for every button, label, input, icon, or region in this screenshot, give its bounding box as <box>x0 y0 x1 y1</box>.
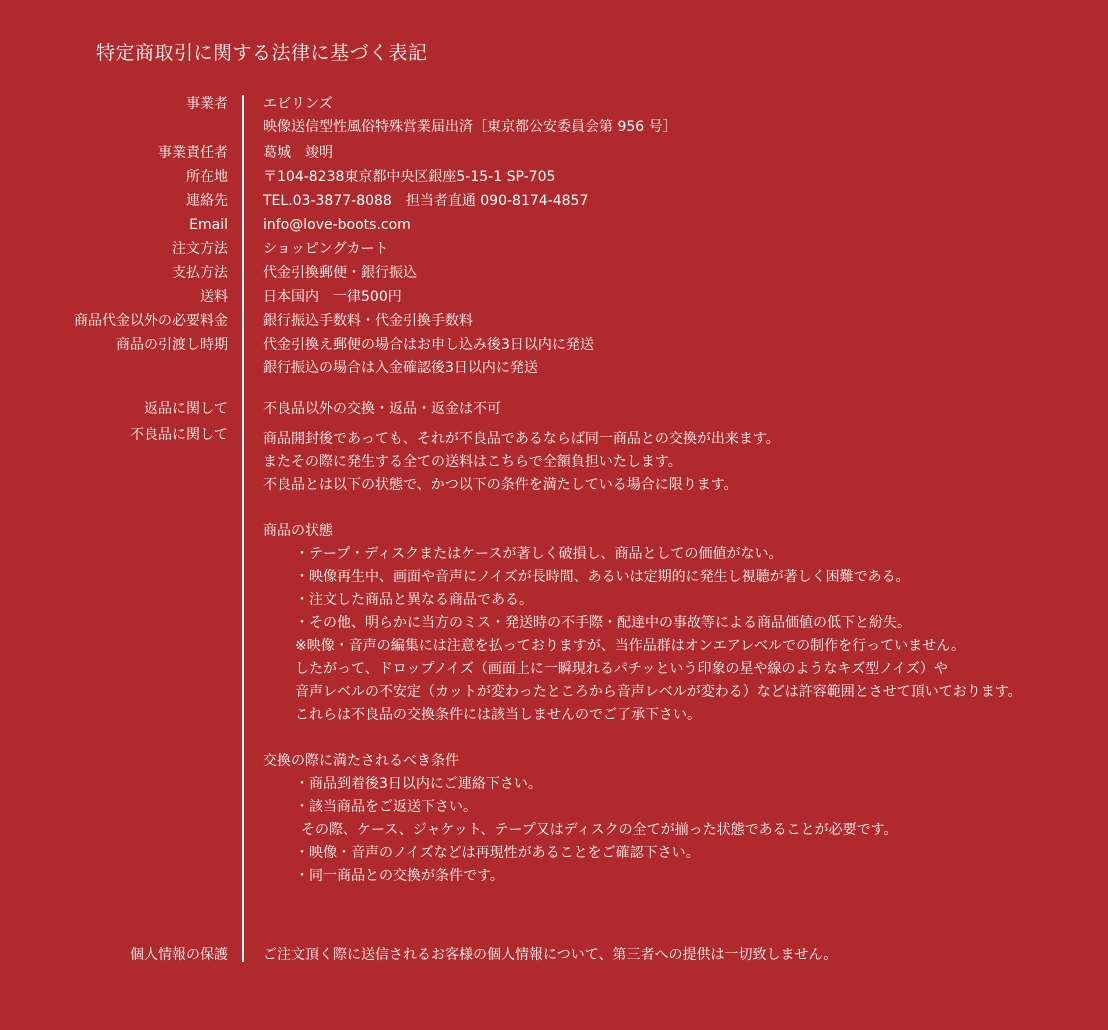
value-shipping: 日本国内 一律500円 <box>263 289 402 305</box>
label-returns: 返品に関して <box>144 401 228 417</box>
label-contact: 連絡先 <box>186 193 228 209</box>
email-link[interactable]: info@love-boots.com <box>263 217 411 233</box>
condition-item: ・その他、明らかに当方のミス・発送時の不手際・配達中の事故等による商品価値の低下と紛失。 <box>295 615 911 631</box>
label-business: 事業者 <box>186 96 228 112</box>
condition-note: ※映像・音声の編集には注意を払っておりますが、当作品群はオンエアレベルでの制作を行っていません。 <box>295 638 966 654</box>
spacer <box>263 727 1022 750</box>
label-delivery: 商品の引渡し時期 <box>116 337 228 353</box>
label-defective: 不良品に関して <box>130 427 228 443</box>
value-payment: 代金引換郵便・銀行振込 <box>263 265 417 281</box>
value-privacy: ご注文頂く際に送信されるお客様の個人情報について、第三者への提供は一切致しません。 <box>263 947 838 963</box>
defective-intro-line: またその際に発生する全ての送料はこちらで全額負担いたします。 <box>263 454 682 470</box>
delivery-line: 代金引換え郵便の場合はお申し込み後3日以内に発送 <box>263 337 594 353</box>
value-manager: 葛城 竣明 <box>263 145 333 161</box>
value-business <box>263 93 677 139</box>
condition-item: ・注文した商品と異なる商品である。 <box>295 592 533 608</box>
value-returns: 不良品以外の交換・返品・返金は不可 <box>263 401 501 417</box>
vertical-divider <box>242 95 244 962</box>
label-shipping: 送料 <box>200 289 228 305</box>
label-manager: 事業責任者 <box>158 145 228 161</box>
exchange-item: ・映像・音声のノイズなどは再現性があることをご確認下さい。 <box>295 845 700 861</box>
label-payment: 支払方法 <box>172 265 228 281</box>
business-license: 映像送信型性風俗特殊営業届出済［東京都公安委員会第 956 号］ <box>263 119 677 135</box>
label-email: Email <box>189 217 228 233</box>
defective-intro-line: 不良品とは以下の状態で、かつ以下の条件を満たしている場合に限ります。 <box>263 477 738 493</box>
condition-note: したがって、ドロップノイズ（画面上に一瞬現れるパチッという印象の星や線のようなキズ型ノイズ）や <box>295 661 948 677</box>
exchange-item: その際、ケース、ジャケット、テープ又はディスクの全てが揃った状態であることが必要です。 <box>301 822 898 838</box>
condition-note: 音声レベルの不安定（カットが変わったところから音声レベルが変わる）などは許容範囲とさせて頂いております。 <box>295 684 1022 700</box>
exchange-item: ・商品到着後3日以内にご連絡下さい。 <box>295 776 542 792</box>
condition-heading: 商品の状態 <box>263 523 333 539</box>
defective-intro-line: 商品開封後であっても、それが不良品であるならば同一商品との交換が出来ます。 <box>263 431 780 447</box>
value-order: ショッピングカート <box>263 241 389 257</box>
exchange-heading: 交換の際に満たされるべき条件 <box>263 753 459 769</box>
value-contact: TEL.03-3877-8088 担当者直通 090-8174-4857 <box>263 193 589 209</box>
value-fees: 銀行振込手数料・代金引換手数料 <box>263 313 473 329</box>
page-title: 特定商取引に関する法律に基づく表記 <box>96 42 428 64</box>
exchange-item: ・同一商品との交換が条件です。 <box>295 868 504 884</box>
value-address: 〒104-8238東京都中央区銀座5-15-1 SP-705 <box>263 169 556 185</box>
label-address: 所在地 <box>186 169 228 185</box>
label-fees: 商品代金以外の必要料金 <box>74 313 228 329</box>
business-name: エビリンズ <box>263 96 333 112</box>
exchange-item: ・該当商品をご返送下さい。 <box>295 799 477 815</box>
label-privacy: 個人情報の保護 <box>130 947 228 963</box>
value-defective <box>263 428 1022 888</box>
delivery-line: 銀行振込の場合は入金確認後3日以内に発送 <box>263 360 538 376</box>
condition-item: ・映像再生中、画面や音声にノイズが長時間、あるいは定期的に発生し視聴が著しく困難である。 <box>295 569 910 585</box>
value-delivery <box>263 334 594 380</box>
label-order: 注文方法 <box>172 241 228 257</box>
condition-note: これらは不良品の交換条件には該当しませんのでご了承下さい。 <box>295 707 701 723</box>
spacer <box>263 497 1022 520</box>
condition-item: ・テープ・ディスクまたはケースが著しく破損し、商品としての価値がない。 <box>295 546 783 562</box>
